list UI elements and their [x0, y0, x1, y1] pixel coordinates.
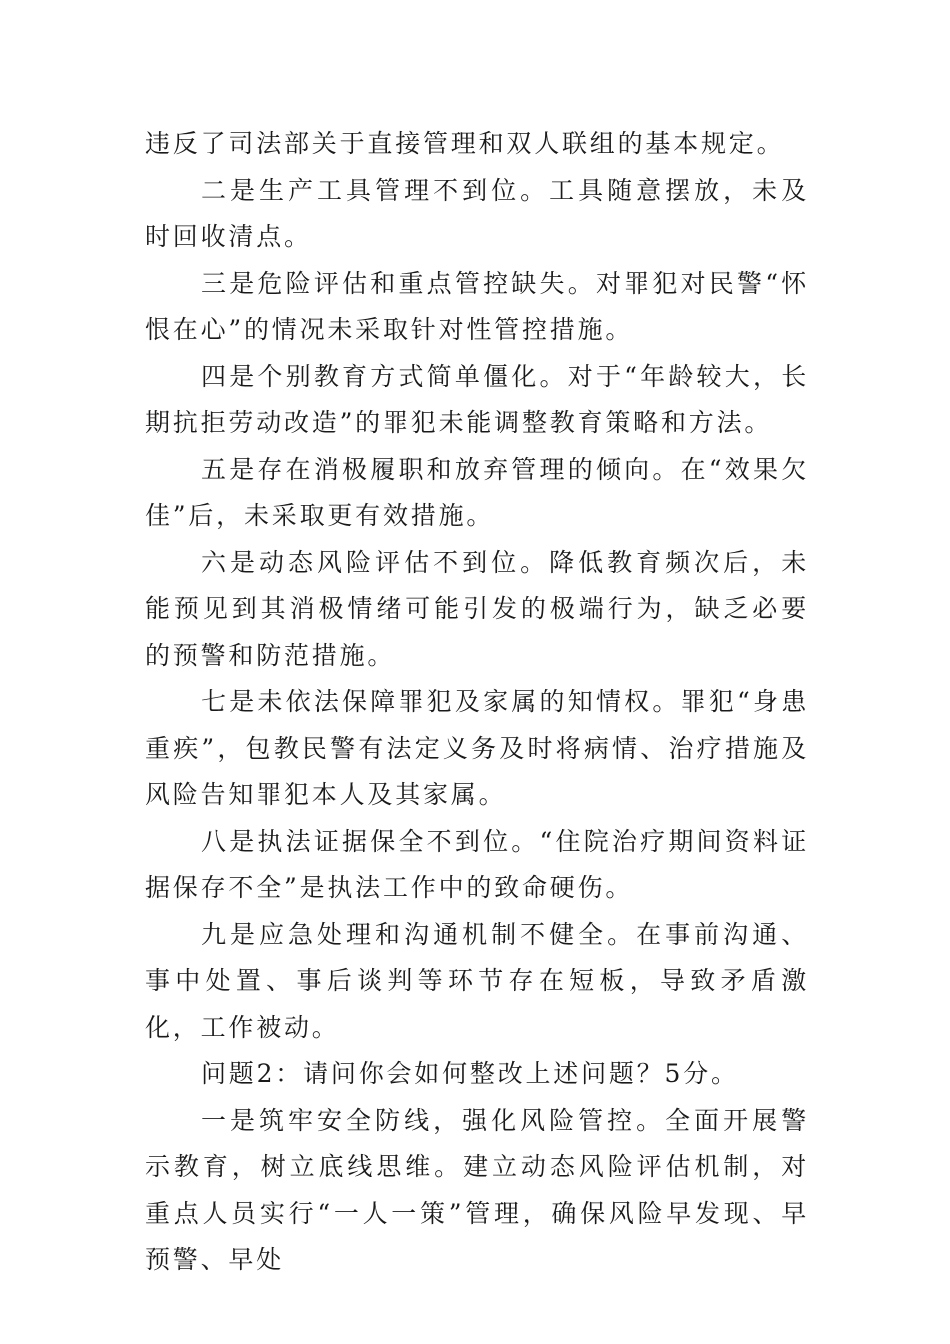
paragraph-continuation: 违反了司法部关于直接管理和双人联组的基本规定。	[145, 129, 785, 158]
document-body	[145, 121, 809, 1284]
question-heading: 问题2：请问你会如何整改上述问题？5分。	[201, 1059, 739, 1088]
paragraph-item-7: 七是未依法保障罪犯及家属的知情权。罪犯“身患重疾”，包教民警有法定义务及时将病情、治疗措施及风险告知罪犯本人及其家属。	[145, 687, 809, 809]
paragraph-item-5: 五是存在消极履职和放弃管理的倾向。在“效果欠佳”后，未采取更有效措施。	[145, 454, 809, 530]
answer-paragraph-1: 一是筑牢安全防线，强化风险管控。全面开展警示教育，树立底线思维。建立动态风险评估机制，对重点人员实行“一人一策”管理，确保风险早发现、早预警、早处	[145, 1105, 809, 1274]
paragraph-item-3: 三是危险评估和重点管控缺失。对罪犯对民警“怀恨在心”的情况未采取针对性管控措施。	[145, 268, 809, 344]
paragraph-item-9: 九是应急处理和沟通机制不健全。在事前沟通、事中处置、事后谈判等环节存在短板，导致矛盾激化，工作被动。	[145, 919, 809, 1042]
paragraph-item-4: 四是个别教育方式简单僵化。对于“年龄较大，长期抗拒劳动改造”的罪犯未能调整教育策略和方法。	[145, 361, 809, 437]
paragraph-item-6: 六是动态风险评估不到位。降低教育频次后，未能预见到其消极情绪可能引发的极端行为，缺乏必要的预警和防范措施。	[145, 547, 809, 670]
paragraph-item-8: 八是执法证据保全不到位。“住院治疗期间资料证据保存不全”是执法工作中的致命硬伤。	[145, 826, 809, 902]
paragraph-item-2: 二是生产工具管理不到位。工具随意摆放，未及时回收清点。	[145, 175, 809, 251]
